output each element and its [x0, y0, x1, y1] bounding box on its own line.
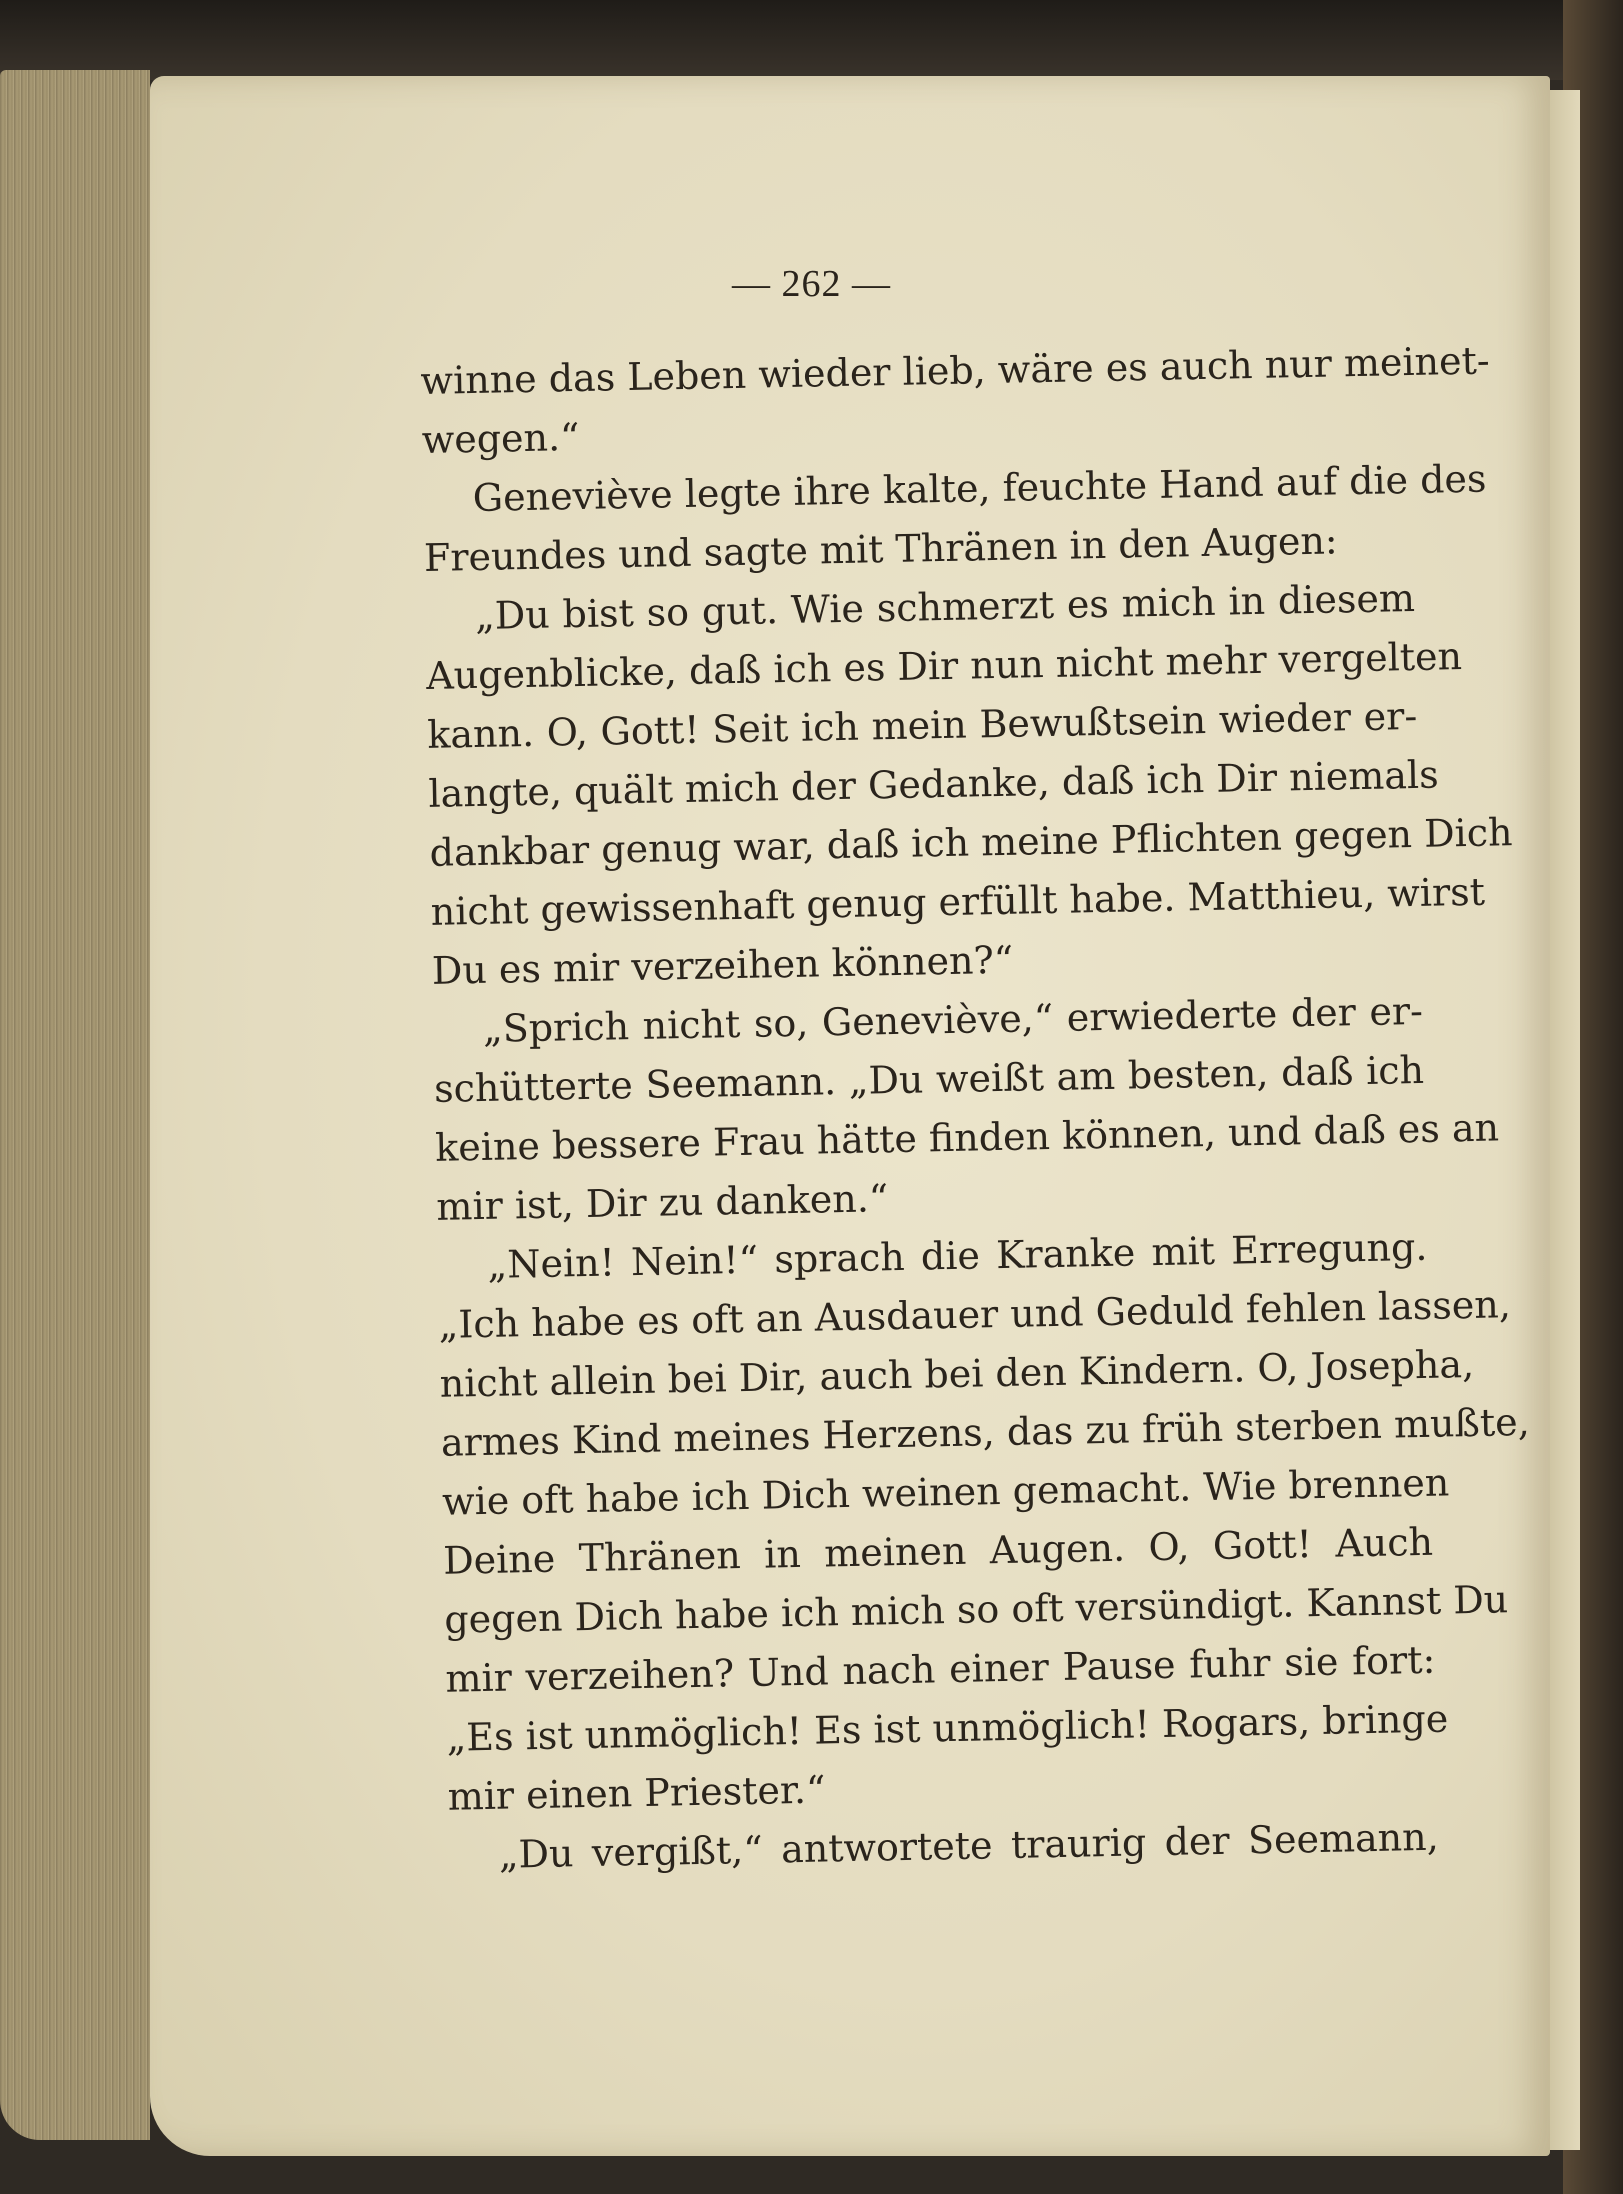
page-number: — 262 —	[732, 263, 891, 305]
text-line: „Du bist so gut. Wie schmerzt es mich in diesem	[474, 575, 1416, 638]
text-line: armes Kind meines Herzens, das zu früh sterben mußte,	[440, 1399, 1531, 1465]
text-line: Deine Thränen in meinen Augen. O, Gott! Auch	[442, 1519, 1434, 1583]
book-cover-top	[0, 0, 1623, 80]
text-line: Augenblicke, daß ich es Dir nun nicht mehr vergelten	[425, 634, 1463, 698]
text-line: wegen.“	[421, 414, 580, 462]
text-line: Freundes und sagte mit Thränen in den Augen:	[423, 518, 1339, 580]
text-line: nicht gewissenhaft genug erfüllt habe. Matthieu, wirst	[430, 869, 1486, 934]
text-line: „Sprich nicht so, Geneviève,“ erwiederte der er-	[482, 988, 1424, 1051]
text-line: „Nein! Nein!“ sprach die Kranke mit Erregung.	[487, 1224, 1428, 1287]
text-line: Du es mir verzeihen können?“	[431, 937, 1014, 993]
text-line: mir einen Priester.“	[447, 1767, 826, 1819]
text-line: kann. O, Gott! Seit ich mein Bewußtsein wieder er-	[426, 693, 1418, 757]
text-line: „Du vergißt,“ antwortete traurig der Seemann,	[498, 1814, 1440, 1877]
text-line: dankbar genug war, daß ich meine Pflichten gegen Dich	[429, 810, 1513, 875]
page-edges	[0, 70, 150, 2140]
text-line: mir ist, Dir zu danken.“	[435, 1176, 889, 1229]
text-line: „Es ist unmöglich! Es ist unmöglich! Rogars, bringe	[446, 1696, 1449, 1760]
text-line: mir verzeihen? Und nach einer Pause fuhr sie fort:	[445, 1637, 1436, 1701]
text-line: keine bessere Frau hätte finden können, und daß es an	[434, 1105, 1500, 1170]
page-text	[420, 333, 1531, 1886]
text-line: nicht allein bei Dir, auch bei den Kindern. O, Josepha,	[439, 1341, 1475, 1406]
text-line: wie oft habe ich Dich weinen gemacht. Wie brennen	[441, 1460, 1450, 1524]
text-line: gegen Dich habe ich mich so oft versündigt. Kannst Du	[443, 1577, 1509, 1642]
text-line: schütterte Seemann. „Du weißt am besten, daß ich	[433, 1047, 1425, 1111]
text-line: Geneviève legte ihre kalte, feuchte Hand auf die des	[472, 456, 1487, 521]
text-line: „Ich habe es oft an Ausdauer und Geduld fehlen lassen,	[438, 1282, 1512, 1347]
text-line: winne das Leben wieder lieb, wäre es auch nur meinet-	[420, 338, 1491, 403]
text-line: langte, quält mich der Gedanke, daß ich Dir niemals	[428, 752, 1440, 816]
